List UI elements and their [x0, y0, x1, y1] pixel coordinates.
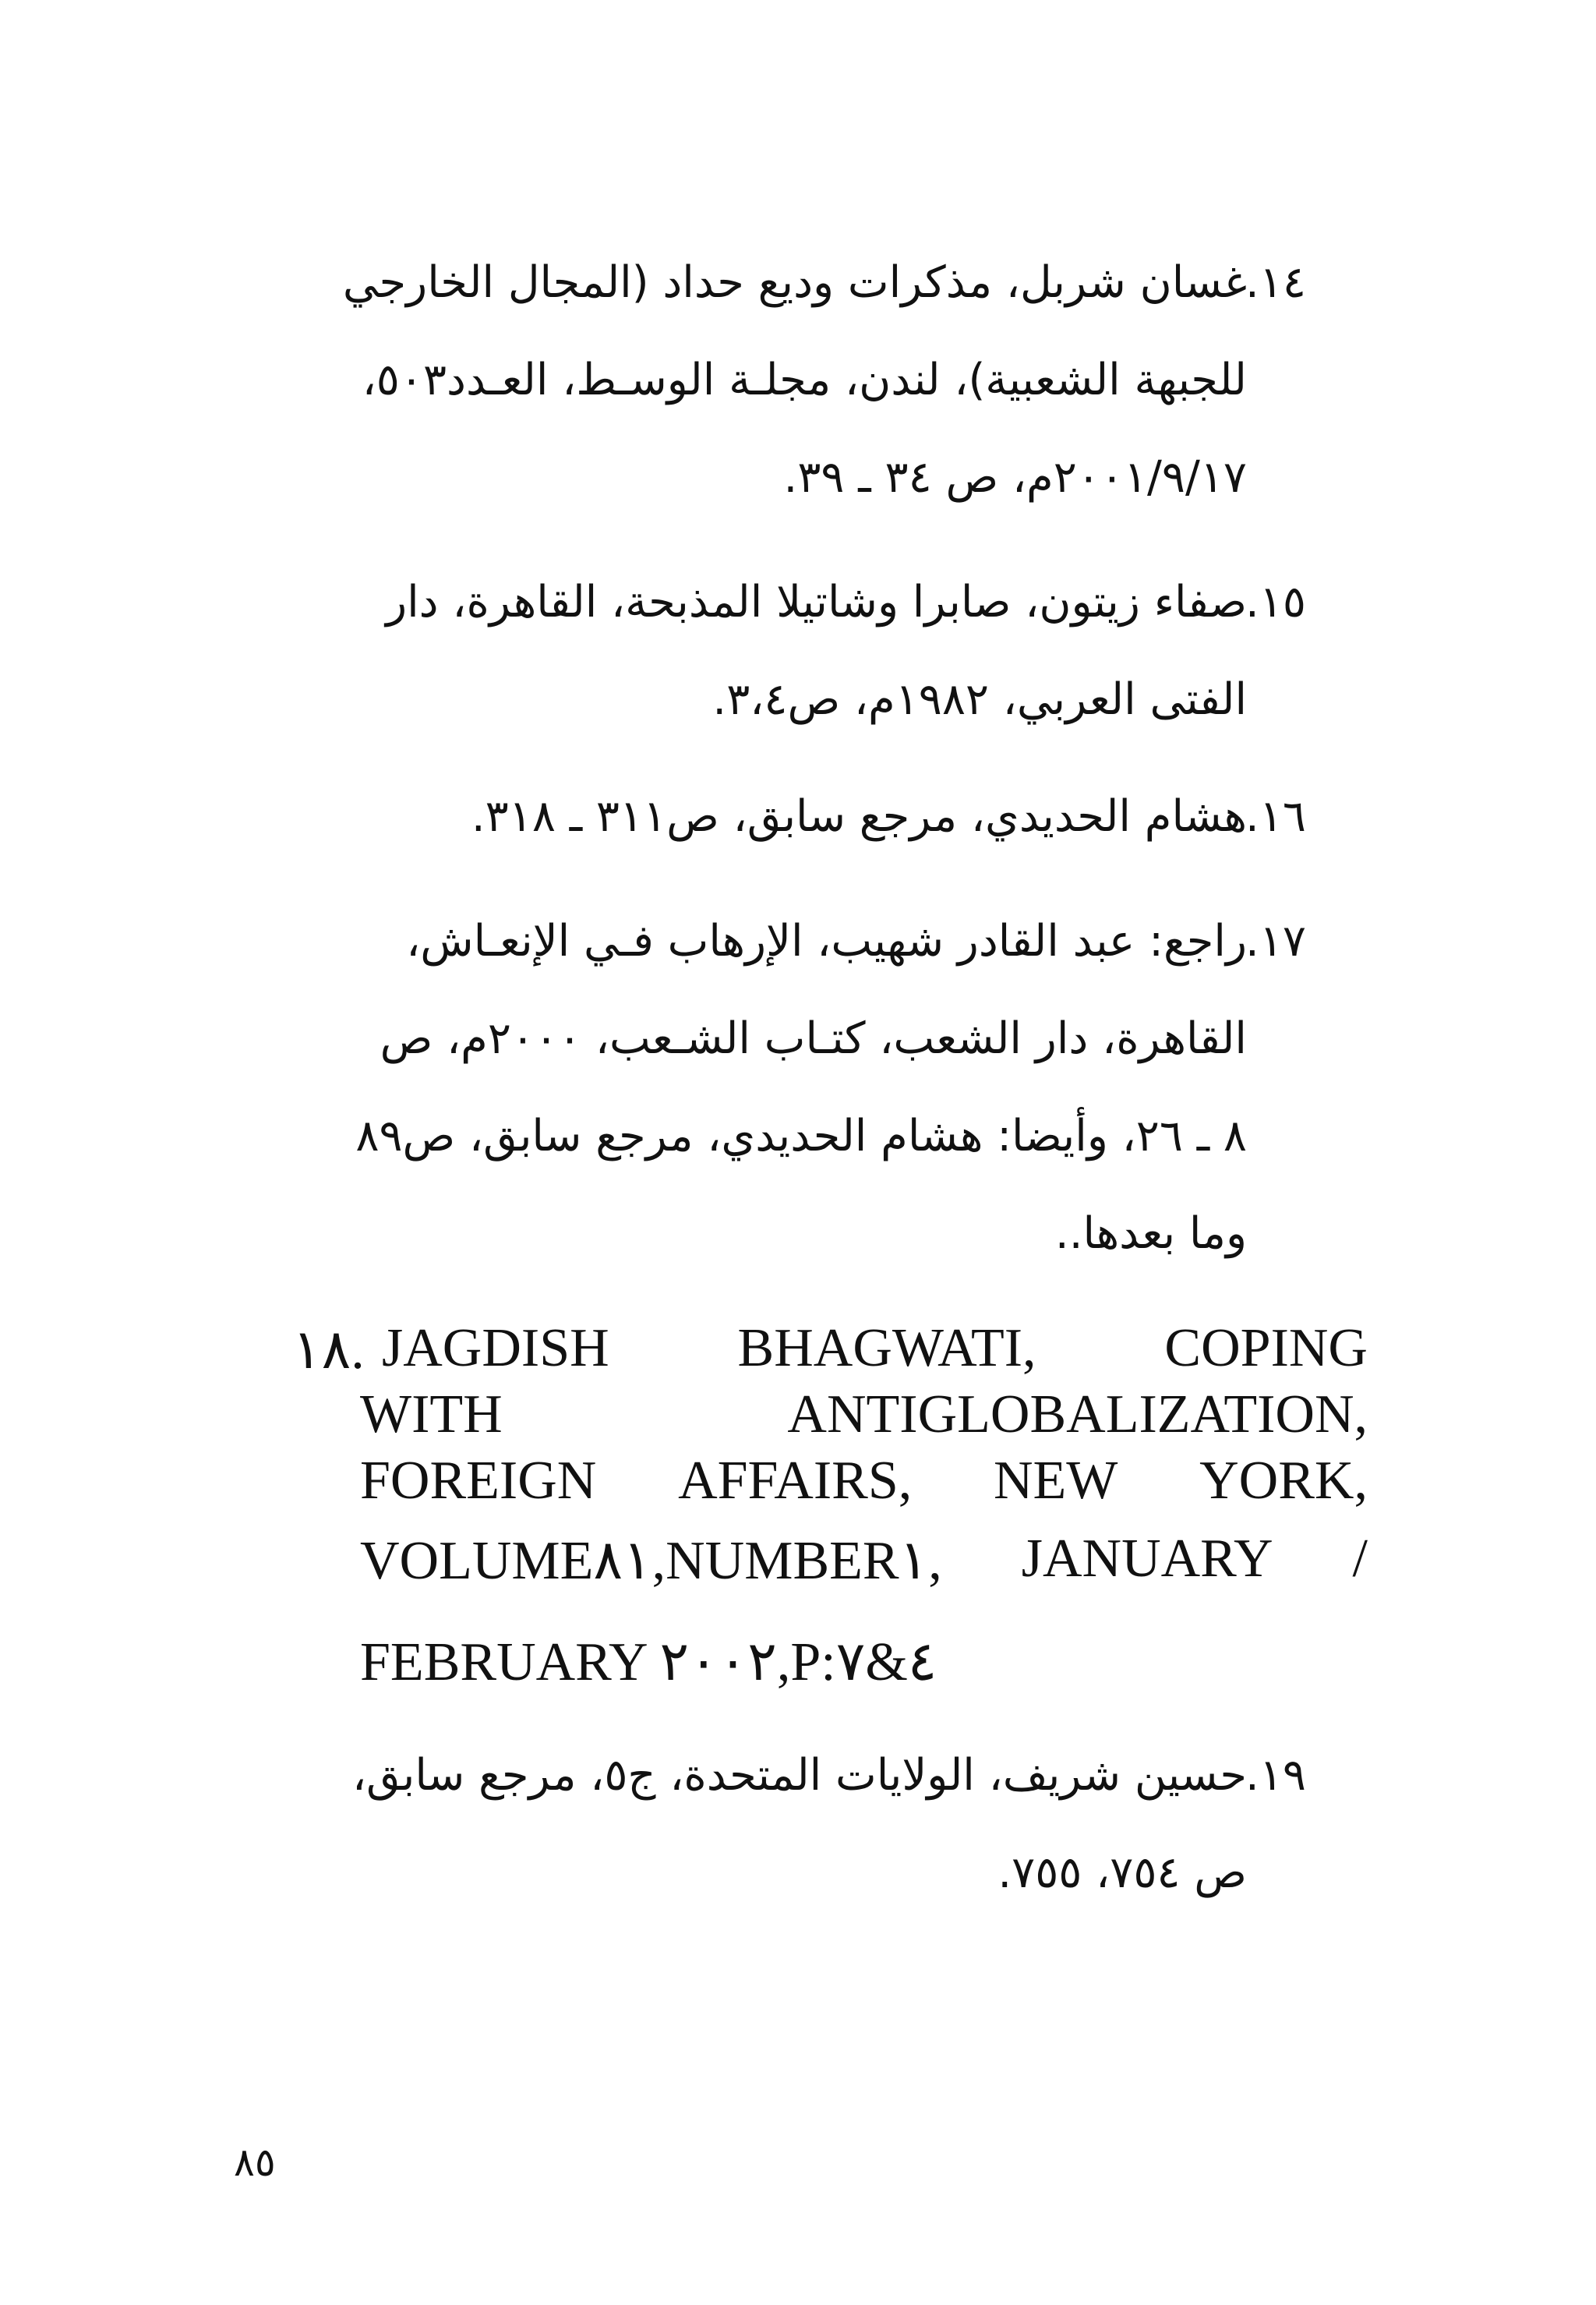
note-17-line-4: وما بعدها..	[1054, 1208, 1247, 1259]
note-18-word: AFFAIRS,	[678, 1451, 913, 1511]
note-17-line-1: راجع: عبد القادر شهيب، الإرهاب فـي الإنعـاش،	[406, 916, 1247, 967]
note-18-word: JANUARY	[1021, 1529, 1273, 1589]
note-18-line-1	[382, 1317, 1368, 1380]
note-18-word: /	[1352, 1529, 1368, 1589]
note-14-line-2: للجبهة الشعبية)، لندن، مجلـة الوسـط، العـدد٥٠٣،	[362, 355, 1247, 405]
note-18-line-3	[360, 1450, 1368, 1512]
note-18-word: VOLUME٨١,NUMBER١,	[360, 1531, 942, 1591]
note-14-line-3: ٢٠٠١/٩/١٧م، ص ٣٤ ـ ٣٩.	[783, 452, 1247, 503]
note-18-word: JAGDISH	[382, 1318, 609, 1378]
note-18-line-2	[360, 1384, 1368, 1446]
note-15-line-2: الفتى العربي، ١٩٨٢م، ص٣،٤.	[712, 674, 1247, 725]
note-17-line-2: القاهرة، دار الشعب، كتـاب الشـعب، ٢٠٠٠م، ص	[380, 1013, 1247, 1064]
note-18-word: COPING	[1164, 1318, 1368, 1378]
note-16-line-1: هشام الحديدي، مرجع سابق، ص٣١١ ـ ٣١٨.	[471, 791, 1247, 842]
note-18-word: WITH	[360, 1384, 503, 1444]
note-18-line-4	[360, 1528, 1368, 1593]
note-18-word: YORK,	[1199, 1451, 1368, 1511]
note-18-number: ١٨.	[292, 1320, 365, 1381]
note-18-word: ANTIGLOBALIZATION,	[787, 1384, 1368, 1444]
note-15-number: ١٥.	[1245, 577, 1306, 628]
note-19-line-1: حسين شريف، الولايات المتحدة، ج٥، مرجع سابق،	[351, 1750, 1247, 1801]
note-14-number: ١٤.	[1245, 257, 1306, 308]
note-18-word: FOREIGN	[360, 1451, 597, 1511]
page-number: ٨٥	[234, 2140, 276, 2185]
note-18-line-5: FEBRUARY ٢٠٠٢,P:٤&٧	[360, 1632, 937, 1692]
note-16-number: ١٦.	[1245, 791, 1306, 842]
note-15-line-1: صفاء زيتون، صابرا وشاتيلا المذبحة، القاهرة، دار	[386, 577, 1247, 628]
note-19-line-2: ص ٧٥٤، ٧٥٥.	[998, 1847, 1247, 1898]
note-17-line-3: ٨ ـ ٢٦، وأيضا: هشام الحديدي، مرجع سابق، ص٨٩	[355, 1111, 1247, 1161]
note-18-word: BHAGWATI,	[737, 1318, 1036, 1378]
note-19-number: ١٩.	[1245, 1750, 1306, 1801]
note-18-word: NEW	[994, 1451, 1118, 1511]
note-17-number: ١٧.	[1245, 916, 1306, 967]
note-14-line-1: غسان شربل، مذكرات وديع حداد (المجال الخارجي	[342, 257, 1247, 308]
